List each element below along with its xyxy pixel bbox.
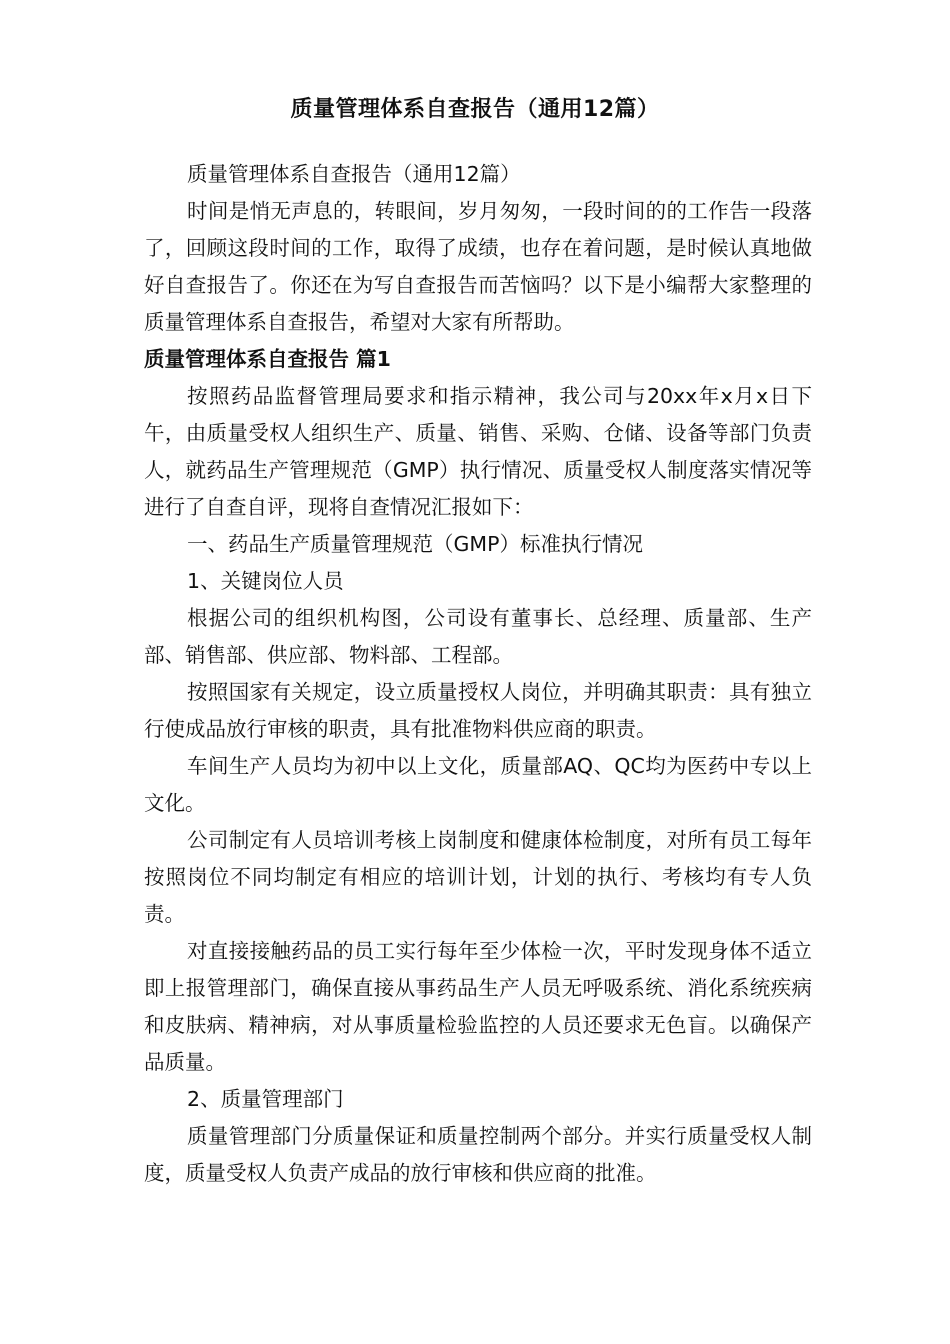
paragraph: 按照国家有关规定，设立质量授权人岗位，并明确其职责：具有独立行使成品放行审核的职责，具有批准物料供应商的职责。 <box>144 680 812 741</box>
paragraph: 根据公司的组织机构图，公司设有董事长、总经理、质量部、生产部、销售部、供应部、物料部、工程部。 <box>144 606 812 667</box>
document-body <box>144 156 812 1192</box>
paragraph: 1、关键岗位人员 <box>187 569 344 593</box>
paragraph: 公司制定有人员培训考核上岗制度和健康体检制度，对所有员工每年按照岗位不同均制定有相应的培训计划，计划的执行、考核均有专人负责。 <box>144 828 812 926</box>
paragraph: 按照药品监督管理局要求和指示精神，我公司与20xx年x月x日下午，由质量受权人组织生产、质量、销售、采购、仓储、设备等部门负责人，就药品生产管理规范（GMP）执行情况、质量受权人制度落实情况等进行了自查自评，现将自查情况汇报如下： <box>144 384 812 519</box>
section-heading: 质量管理体系自查报告 篇1 <box>144 347 391 371</box>
paragraph: 对直接接触药品的员工实行每年至少体检一次，平时发现身体不适立即上报管理部门，确保直接从事药品生产人员无呼吸系统、消化系统疾病和皮肤病、精神病，对从事质量检验监控的人员还要求无色盲。以确保产品质量。 <box>144 939 812 1074</box>
paragraph: 一、药品生产质量管理规范（GMP）标准执行情况 <box>187 532 643 556</box>
document-title: 质量管理体系自查报告（通用12篇） <box>290 97 660 122</box>
paragraph: 质量管理部门分质量保证和质量控制两个部分。并实行质量受权人制度，质量受权人负责产成品的放行审核和供应商的批准。 <box>144 1124 812 1185</box>
paragraph: 2、质量管理部门 <box>187 1087 344 1111</box>
paragraph: 时间是悄无声息的，转眼间，岁月匆匆，一段时间的的工作告一段落了，回顾这段时间的工作，取得了成绩，也存在着问题，是时候认真地做好自查报告了。你还在为写自查报告而苦恼吗？以下是小编帮大家整理的质量管理体系自查报告，希望对大家有所帮助。 <box>144 199 812 334</box>
paragraph: 车间生产人员均为初中以上文化，质量部AQ、QC均为医药中专以上文化。 <box>144 754 812 815</box>
paragraph: 质量管理体系自查报告（通用12篇） <box>187 162 521 186</box>
